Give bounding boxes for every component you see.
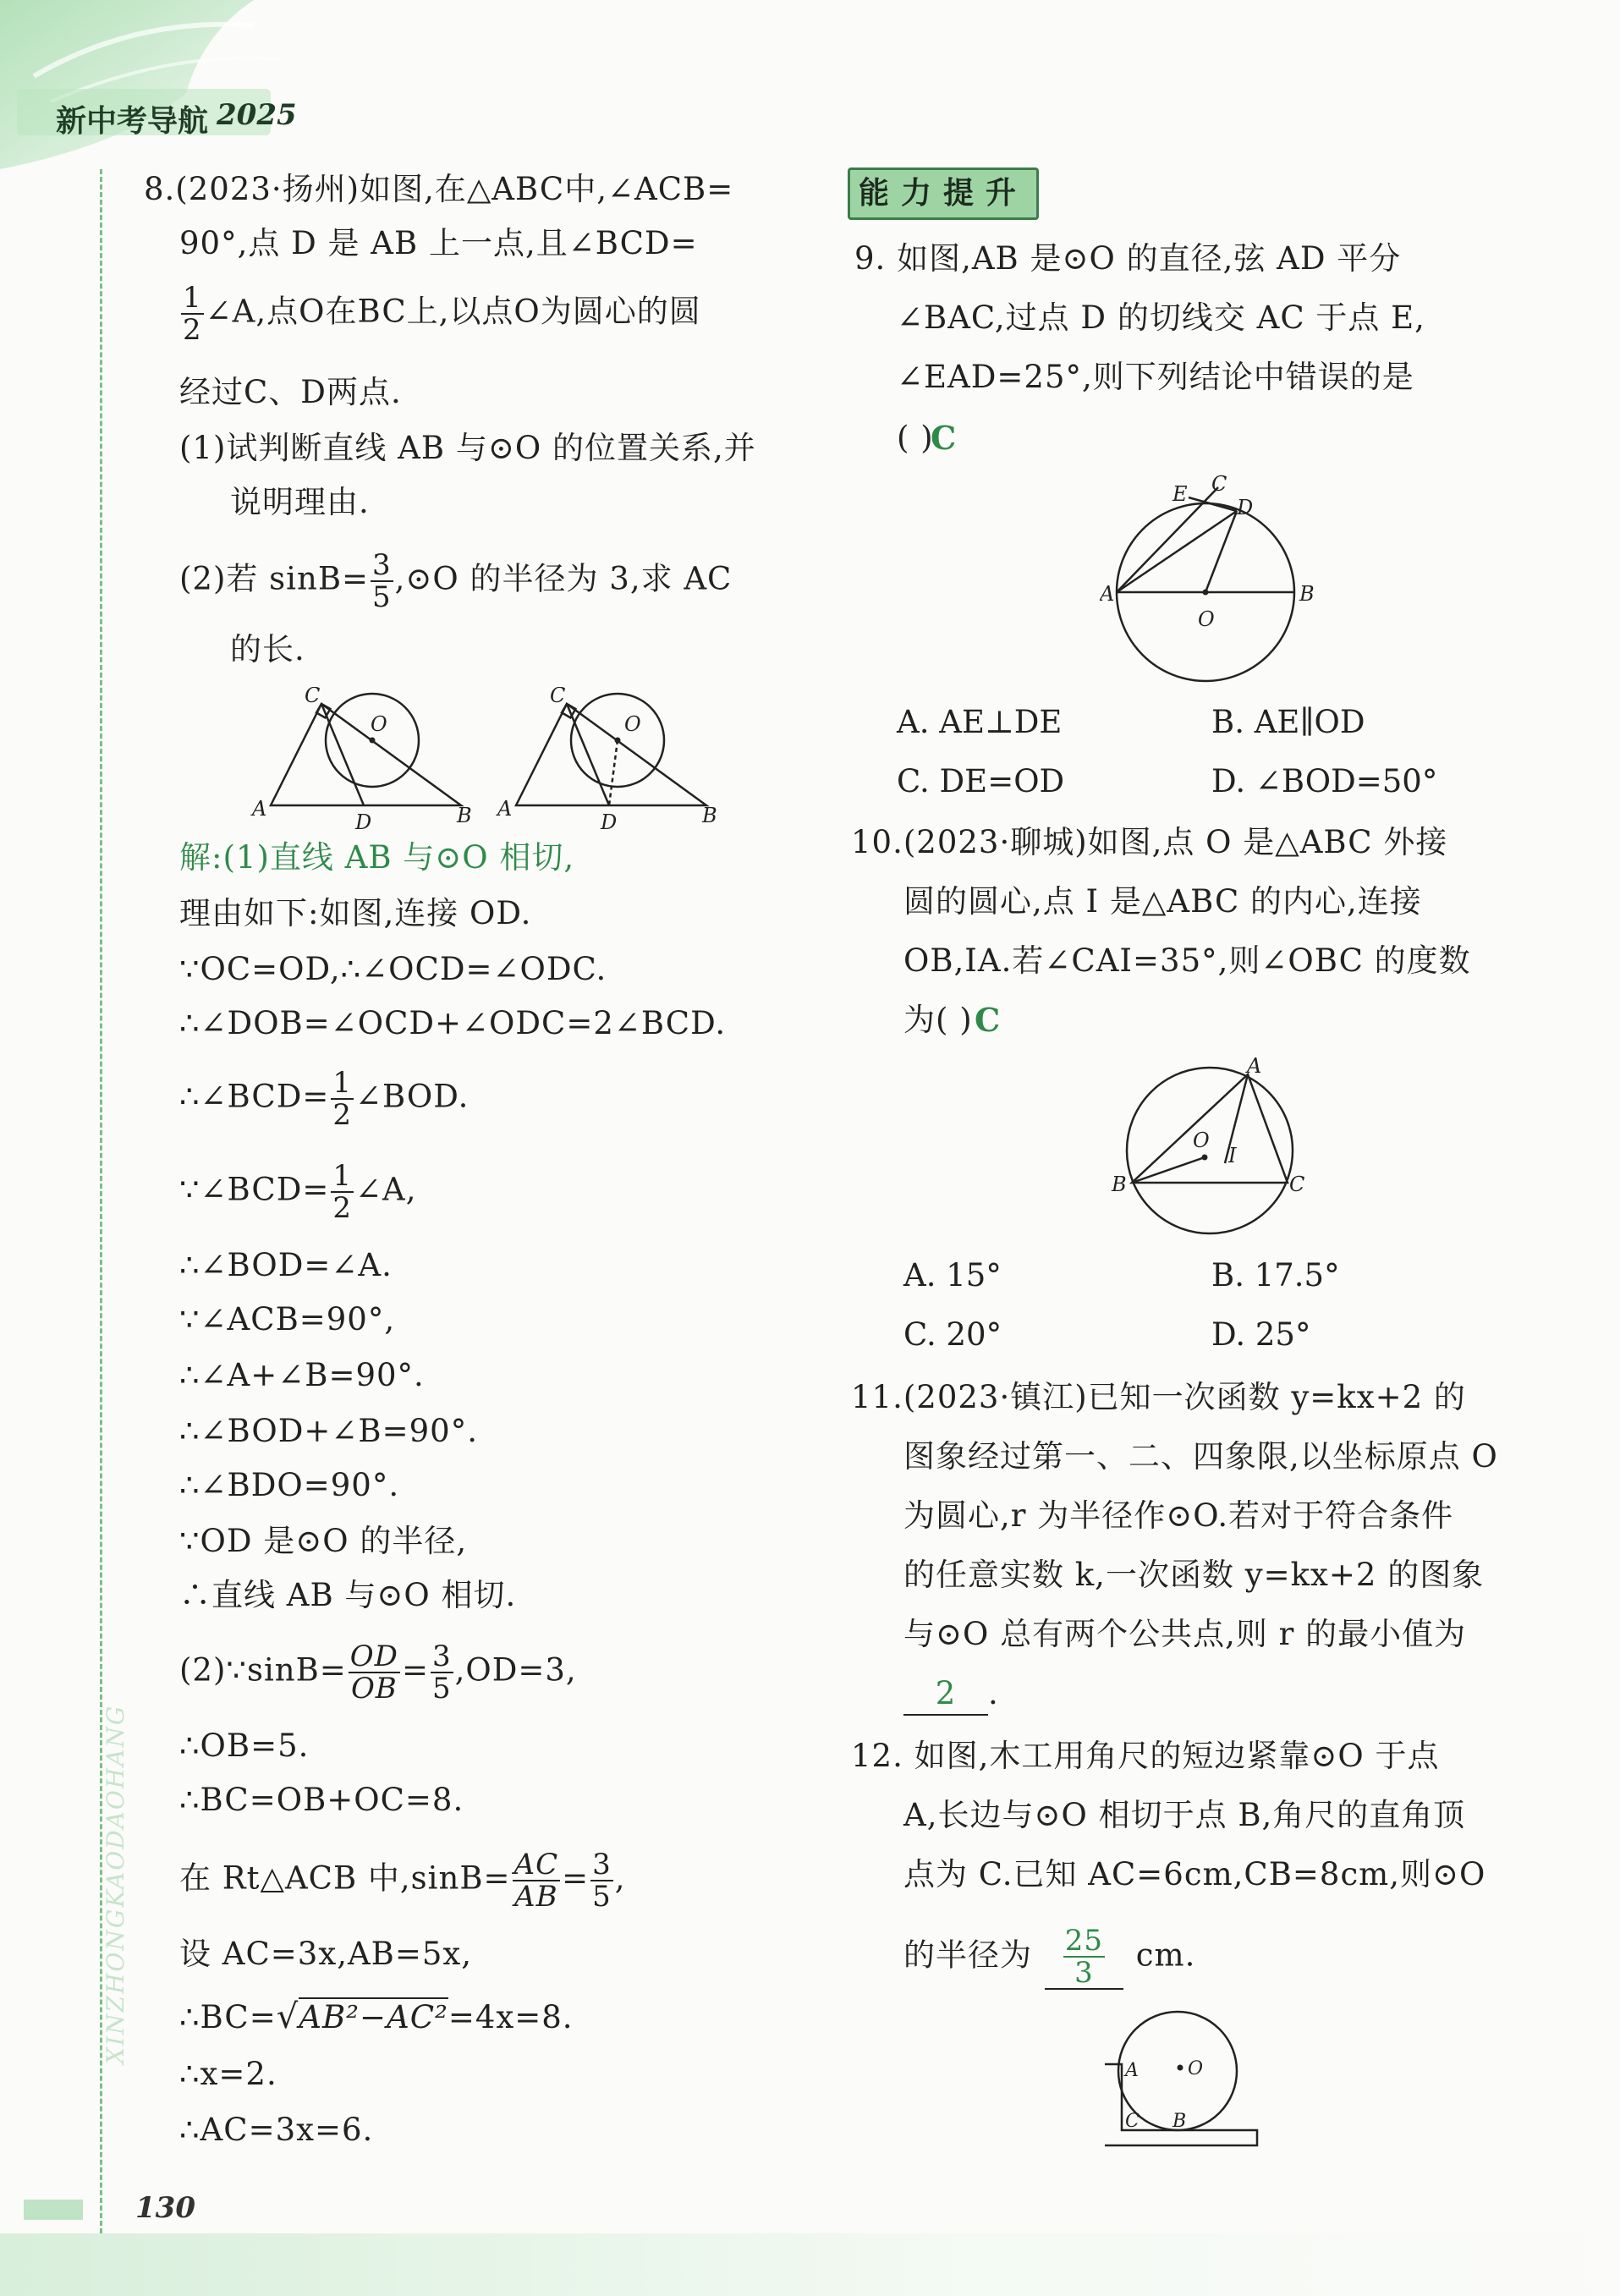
fig10-label-o: O (1193, 1129, 1210, 1152)
q11-line-2: 图象经过第一、二、四象限,以坐标原点 O (903, 1438, 1498, 1475)
fig8-label-a2: A (497, 797, 513, 821)
q12-line-2: A,长边与⊙O 相切于点 B,角尺的直角顶 (903, 1797, 1466, 1833)
sol-line-20: ∴x=2. (179, 2056, 277, 2092)
fig8-label-o1: O (371, 712, 387, 736)
fig8-label-d1: D (355, 810, 372, 831)
sol-line-19: ∴BC=√AB²−AC²=4x=8. (179, 1997, 574, 2036)
fig9-label-b: B (1299, 582, 1315, 606)
sol-frac-half-1: $\frac{1}{2}$ (332, 1066, 353, 1132)
figure-q9 (1100, 474, 1320, 685)
fig12-label-a: A (1125, 2060, 1139, 2081)
header-year: 2025 (217, 98, 297, 132)
sol-line-3: ∵OC=OD,∴∠OCD=∠ODC. (179, 951, 607, 987)
q11-line-5: 与⊙O 总有两个公共点,则 r 的最小值为 (903, 1616, 1467, 1652)
sidebar-vertical-text: XINZHONGKAODAOHANG (102, 1704, 129, 2064)
section-title: 能力提升 (859, 176, 1029, 211)
q10-line-1: 10.(2023·聊城)如图,点 O 是△ABC 外接 (851, 824, 1448, 860)
figure-q8 (245, 687, 753, 831)
q12-line-3: 点为 C.已知 AC=6cm,CB=8cm,则⊙O (903, 1856, 1486, 1892)
q8-line-2: 90°,点 D 是 AB 上一点,且∠BCD= (179, 225, 698, 261)
sol-line-12: ∵OD 是⊙O 的半径, (179, 1523, 468, 1559)
q10-choice-a: A. 15° (903, 1257, 1002, 1294)
sol-frac-od-ob: $\frac{OD}{OB}$ (349, 1640, 398, 1706)
q9-choice-c: C. DE=OD (897, 763, 1065, 799)
q11-line-4: 的任意实数 k,一次函数 y=kx+2 的图象 (903, 1557, 1485, 1593)
q10-line-2: 圆的圆心,点 I 是△ABC 的内心,连接 (903, 883, 1422, 920)
sol-line-8: ∵∠ACB=90°, (179, 1301, 396, 1338)
fig9-label-o: O (1198, 607, 1215, 631)
q9-choice-a: A. AE⊥DE (897, 704, 1063, 740)
fig8-label-o2: O (624, 712, 641, 736)
section-badge (848, 168, 1039, 220)
sol-frac-half-2: $\frac{1}{2}$ (332, 1159, 353, 1225)
sol-line-18: 设 AC=3x,AB=5x, (179, 1936, 473, 1972)
fig12-label-b: B (1172, 2111, 1187, 2132)
fig8-label-b1: B (457, 804, 472, 827)
q10-line-4: 为( ) (903, 1002, 973, 1038)
fig8-label-b2: B (702, 804, 717, 827)
sol-line-5: ∴∠BCD= $\frac{1}{2}$ ∠BOD. (179, 1066, 470, 1132)
q8-line-4: 经过C、D两点. (179, 374, 402, 410)
q9-line-1: 9. 如图,AB 是⊙O 的直径,弦 AD 平分 (854, 240, 1402, 277)
fig9-label-a: A (1100, 582, 1115, 606)
q9-line-2: ∠BAC,过点 D 的切线交 AC 于点 E, (897, 299, 1425, 336)
sol-line-16: ∴BC=OB+OC=8. (179, 1782, 464, 1818)
q8-frac-35: $\frac{3}{5}$ (372, 548, 392, 614)
q10-answer: C (975, 1001, 1001, 1039)
fig12-label-c: C (1125, 2111, 1139, 2132)
q11-line-3: 为圆心,r 为半径作⊙O.若对于符合条件 (903, 1497, 1454, 1534)
sol-line-4: ∴∠DOB=∠OCD+∠ODC=2∠BCD. (179, 1005, 727, 1041)
figure-q10 (1108, 1057, 1311, 1244)
fig9-label-d: D (1237, 496, 1254, 519)
fig9-label-c: C (1211, 474, 1227, 496)
sol-frac-ac-ab: $\frac{AC}{AB}$ (513, 1848, 559, 1914)
q8-line-8: 的长. (230, 631, 305, 667)
q8-line-3: $\frac{1}{2}$ ∠A,点O在BC上,以点O为圆心的圆 (183, 281, 701, 347)
sol-line-6: ∵∠BCD= $\frac{1}{2}$ ∠A, (179, 1159, 417, 1225)
q9-line-3: ∠EAD=25°,则下列结论中错误的是 (897, 359, 1414, 395)
fig8-label-c2: C (550, 687, 566, 707)
sol-line-14: (2)∵sinB= $\frac{OD}{OB}$ = $\frac{3}{5}$ ,OD=3, (179, 1640, 577, 1706)
q8-line-6: 说明理由. (230, 484, 370, 520)
sol-sqrt-expr: AB²−AC² (299, 1999, 448, 2035)
q10-choice-c: C. 20° (903, 1316, 1002, 1353)
q10-choice-b: B. 17.5° (1211, 1257, 1340, 1294)
q8-line-5: (1)试判断直线 AB 与⊙O 的位置关系,并 (179, 430, 756, 466)
q8-line-7: (2)若 sinB= $\frac{3}{5}$ ,⊙O 的半径为 3,求 AC (179, 548, 733, 614)
q11-line-1: 11.(2023·镇江)已知一次函数 y=kx+2 的 (851, 1379, 1466, 1415)
fig8-label-a1: A (252, 797, 267, 821)
fig10-label-c: C (1289, 1173, 1305, 1196)
sol-line-10: ∴∠BOD+∠B=90°. (179, 1413, 478, 1449)
page-number: 130 (135, 2191, 195, 2225)
q11-answer: 2 (903, 1673, 988, 1716)
q12-line-4: 的半径为 $\frac{25}{3}$ cm. (903, 1924, 1196, 1990)
q10-choice-d: D. 25° (1211, 1316, 1311, 1353)
q10-line-3: OB,IA.若∠CAI=35°,则∠OBC 的度数 (903, 942, 1471, 979)
header-decoration (0, 0, 355, 178)
q11-answer-line: 2 . (903, 1673, 999, 1716)
q8-frac-half: $\frac{1}{2}$ (183, 281, 202, 347)
sol-line-15: ∴OB=5. (179, 1727, 310, 1764)
sol-line-2: 理由如下:如图,连接 OD. (179, 895, 532, 931)
fig10-label-b: B (1112, 1173, 1127, 1196)
sol-line-9: ∴∠A+∠B=90°. (179, 1357, 425, 1393)
q9-answer: C (931, 419, 957, 457)
q12-answer: $\frac{25}{3}$ (1045, 1925, 1123, 1990)
sol-line-21: ∴AC=3x=6. (179, 2112, 374, 2148)
sol-line-13: ∴直线 AB 与⊙O 相切. (179, 1577, 517, 1613)
q8-line-1: 8.(2023·扬州)如图,在△ABC中,∠ACB= (144, 171, 734, 207)
page-number-bar (24, 2200, 83, 2220)
q9-line-4: ( ) (897, 420, 934, 456)
sol-frac-35: $\frac{3}{5}$ (431, 1640, 452, 1706)
sol-line-17: 在 Rt△ACB 中,sinB= $\frac{AC}{AB}$ = $\frac{3}{5}$ , (179, 1848, 626, 1914)
fig8-label-d2: D (601, 810, 618, 831)
sol-line-1: 解:(1)直线 AB 与⊙O 相切, (179, 839, 575, 876)
sol-line-11: ∴∠BDO=90°. (179, 1467, 400, 1503)
q9-choice-b: B. AE∥OD (1211, 704, 1365, 740)
sol-line-7: ∴∠BOD=∠A. (179, 1247, 393, 1283)
q12-line-1: 12. 如图,木工用角尺的短边紧靠⊙O 于点 (851, 1738, 1440, 1774)
bottom-band (0, 2233, 1620, 2296)
sol-frac-35b: $\frac{3}{5}$ (592, 1848, 612, 1914)
figure-q12 (1100, 2005, 1269, 2157)
fig8-label-c1: C (305, 687, 321, 707)
header-brand: 新中考导航 (56, 104, 209, 139)
fig10-label-a: A (1247, 1057, 1262, 1078)
fig9-label-e: E (1172, 482, 1188, 506)
q9-choice-d: D. ∠BOD=50° (1211, 763, 1438, 799)
fig10-label-i: I (1228, 1144, 1237, 1167)
fig12-label-o: O (1188, 2058, 1204, 2079)
